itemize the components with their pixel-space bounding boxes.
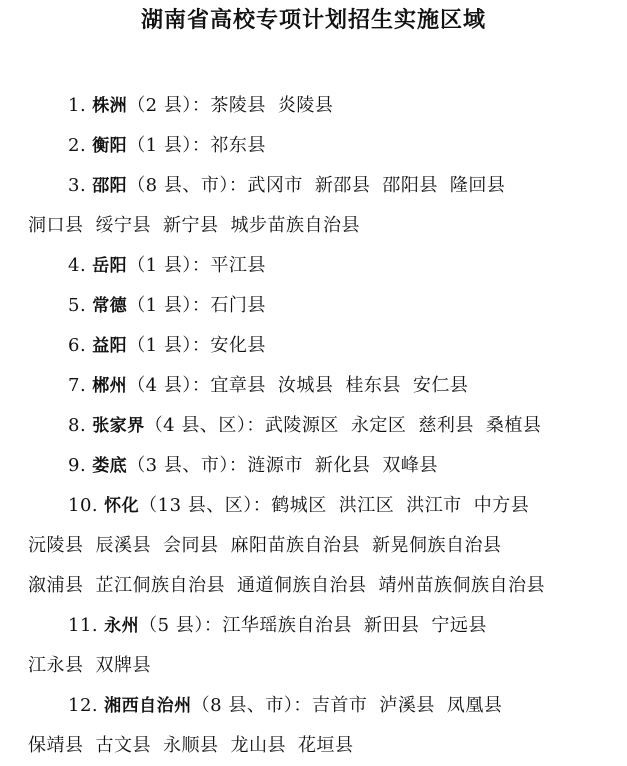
county-count: （1 县）： bbox=[127, 255, 211, 276]
county-count: （1 县）： bbox=[127, 295, 211, 316]
county-name: 鹤城区 bbox=[271, 495, 327, 516]
county-name: 武冈市 bbox=[247, 175, 303, 196]
county-name: 祁东县 bbox=[210, 135, 266, 156]
city-name: 永州 bbox=[104, 616, 140, 636]
county-name: 新化县 bbox=[314, 455, 371, 476]
county-name: 宜章县 bbox=[210, 375, 266, 396]
list-item bbox=[28, 286, 608, 326]
entry-first-line bbox=[28, 86, 608, 126]
list-item bbox=[28, 86, 608, 126]
entry-number: 10. bbox=[68, 495, 99, 516]
county-name: 江永县 bbox=[28, 655, 84, 676]
county-name: 沅陵县 bbox=[28, 535, 84, 556]
county-name: 涟源市 bbox=[247, 455, 303, 476]
county-name: 平江县 bbox=[210, 255, 266, 276]
county-count: （1 县）： bbox=[127, 335, 211, 356]
city-name: 益阳 bbox=[92, 336, 128, 356]
city-name: 张家界 bbox=[92, 416, 145, 436]
city-name: 常德 bbox=[92, 296, 128, 316]
county-name: 炎陵县 bbox=[277, 95, 334, 116]
entry-number: 6. bbox=[68, 335, 87, 356]
county-name: 麻阳苗族自治县 bbox=[230, 535, 360, 556]
county-name: 石门县 bbox=[210, 295, 266, 316]
list-item bbox=[28, 126, 608, 166]
county-name: 茶陵县 bbox=[210, 95, 266, 116]
county-name: 泸溪县 bbox=[379, 695, 435, 716]
county-name: 洪江市 bbox=[406, 495, 462, 516]
county-count: （8 县、市）： bbox=[191, 695, 312, 716]
county-name: 汝城县 bbox=[277, 375, 334, 396]
list-item bbox=[28, 326, 608, 366]
list-item bbox=[28, 606, 608, 686]
entry-first-line bbox=[28, 686, 608, 726]
county-name: 双峰县 bbox=[382, 455, 438, 476]
list-item bbox=[28, 366, 608, 406]
city-name: 郴州 bbox=[92, 376, 128, 396]
county-name: 安仁县 bbox=[412, 375, 469, 396]
entry-first-line bbox=[28, 406, 608, 446]
county-name: 桂东县 bbox=[345, 375, 401, 396]
city-name: 岳阳 bbox=[92, 256, 128, 276]
county-count: （4 县）： bbox=[127, 375, 211, 396]
county-name: 吉首市 bbox=[311, 695, 368, 716]
county-name: 绥宁县 bbox=[95, 215, 151, 236]
entry-continuation-line bbox=[28, 726, 608, 766]
entry-first-line bbox=[28, 126, 608, 166]
county-name: 安化县 bbox=[210, 335, 266, 356]
entry-number: 4. bbox=[68, 255, 87, 276]
list-item bbox=[28, 246, 608, 286]
county-name: 龙山县 bbox=[230, 735, 286, 756]
entry-number: 2. bbox=[68, 135, 87, 156]
list-item bbox=[28, 686, 608, 766]
county-name: 武陵源区 bbox=[264, 415, 339, 436]
county-name: 新晃侗族自治县 bbox=[372, 535, 502, 556]
county-count: （8 县、市）： bbox=[127, 175, 248, 196]
county-name: 城步苗族自治县 bbox=[230, 215, 360, 236]
entry-number: 11. bbox=[68, 615, 99, 636]
county-name: 新田县 bbox=[363, 615, 420, 636]
county-name: 洞口县 bbox=[28, 215, 84, 236]
county-count: （4 县、区）： bbox=[144, 415, 265, 436]
entry-number: 7. bbox=[68, 375, 87, 396]
county-name: 靖州苗族侗族自治县 bbox=[378, 575, 545, 596]
county-name: 溆浦县 bbox=[28, 575, 84, 596]
list-item bbox=[28, 446, 608, 486]
county-name: 双牌县 bbox=[95, 655, 151, 676]
entry-first-line bbox=[28, 446, 608, 486]
county-name: 新宁县 bbox=[163, 215, 219, 236]
county-count: （1 县）： bbox=[127, 135, 211, 156]
county-name: 中方县 bbox=[473, 495, 530, 516]
county-count: （13 县、区）： bbox=[139, 495, 272, 516]
county-name: 江华瑶族自治县 bbox=[222, 615, 352, 636]
entry-number: 8. bbox=[68, 415, 87, 436]
entry-first-line bbox=[28, 246, 608, 286]
county-name: 隆回县 bbox=[449, 175, 506, 196]
entry-first-line bbox=[28, 326, 608, 366]
entry-first-line bbox=[28, 606, 608, 646]
entry-continuation-line bbox=[28, 206, 608, 246]
list-item bbox=[28, 166, 608, 246]
county-name: 花垣县 bbox=[298, 735, 354, 756]
entry-first-line bbox=[28, 286, 608, 326]
county-name: 洪江区 bbox=[338, 495, 395, 516]
entry-number: 9. bbox=[68, 455, 87, 476]
county-name: 会同县 bbox=[163, 535, 219, 556]
city-name: 衡阳 bbox=[92, 136, 128, 156]
county-count: （5 县）： bbox=[139, 615, 223, 636]
region-list bbox=[28, 86, 608, 766]
entry-continuation-line bbox=[28, 526, 608, 566]
list-item bbox=[28, 486, 608, 606]
city-name: 邵阳 bbox=[92, 176, 128, 196]
entry-first-line bbox=[28, 166, 608, 206]
county-name: 慈利县 bbox=[418, 415, 474, 436]
county-name: 古文县 bbox=[95, 735, 151, 756]
city-name: 湘西自治州 bbox=[104, 696, 192, 716]
entry-number: 1. bbox=[68, 95, 87, 116]
county-name: 邵阳县 bbox=[382, 175, 438, 196]
entry-first-line bbox=[28, 486, 608, 526]
entry-number: 12. bbox=[68, 695, 99, 716]
county-name: 永顺县 bbox=[163, 735, 219, 756]
entry-number: 3. bbox=[68, 175, 87, 196]
entry-number: 5. bbox=[68, 295, 87, 316]
county-count: （3 县、市）： bbox=[127, 455, 248, 476]
county-name: 桑植县 bbox=[485, 415, 542, 436]
county-name: 通道侗族自治县 bbox=[237, 575, 367, 596]
county-name: 芷江侗族自治县 bbox=[95, 575, 225, 596]
county-name: 永定区 bbox=[350, 415, 407, 436]
county-name: 宁远县 bbox=[431, 615, 487, 636]
county-name: 新邵县 bbox=[314, 175, 371, 196]
entry-continuation-line bbox=[28, 646, 608, 686]
county-name: 保靖县 bbox=[28, 735, 84, 756]
city-name: 株洲 bbox=[92, 96, 128, 116]
city-name: 娄底 bbox=[92, 456, 128, 476]
entry-first-line bbox=[28, 366, 608, 406]
list-item bbox=[28, 406, 608, 446]
county-name: 凤凰县 bbox=[446, 695, 503, 716]
city-name: 怀化 bbox=[104, 496, 140, 516]
county-count: （2 县）： bbox=[127, 95, 211, 116]
county-name: 辰溪县 bbox=[95, 535, 151, 556]
page-title: 湖南省高校专项计划招生实施区域 bbox=[140, 8, 486, 33]
entry-continuation-line bbox=[28, 566, 608, 606]
